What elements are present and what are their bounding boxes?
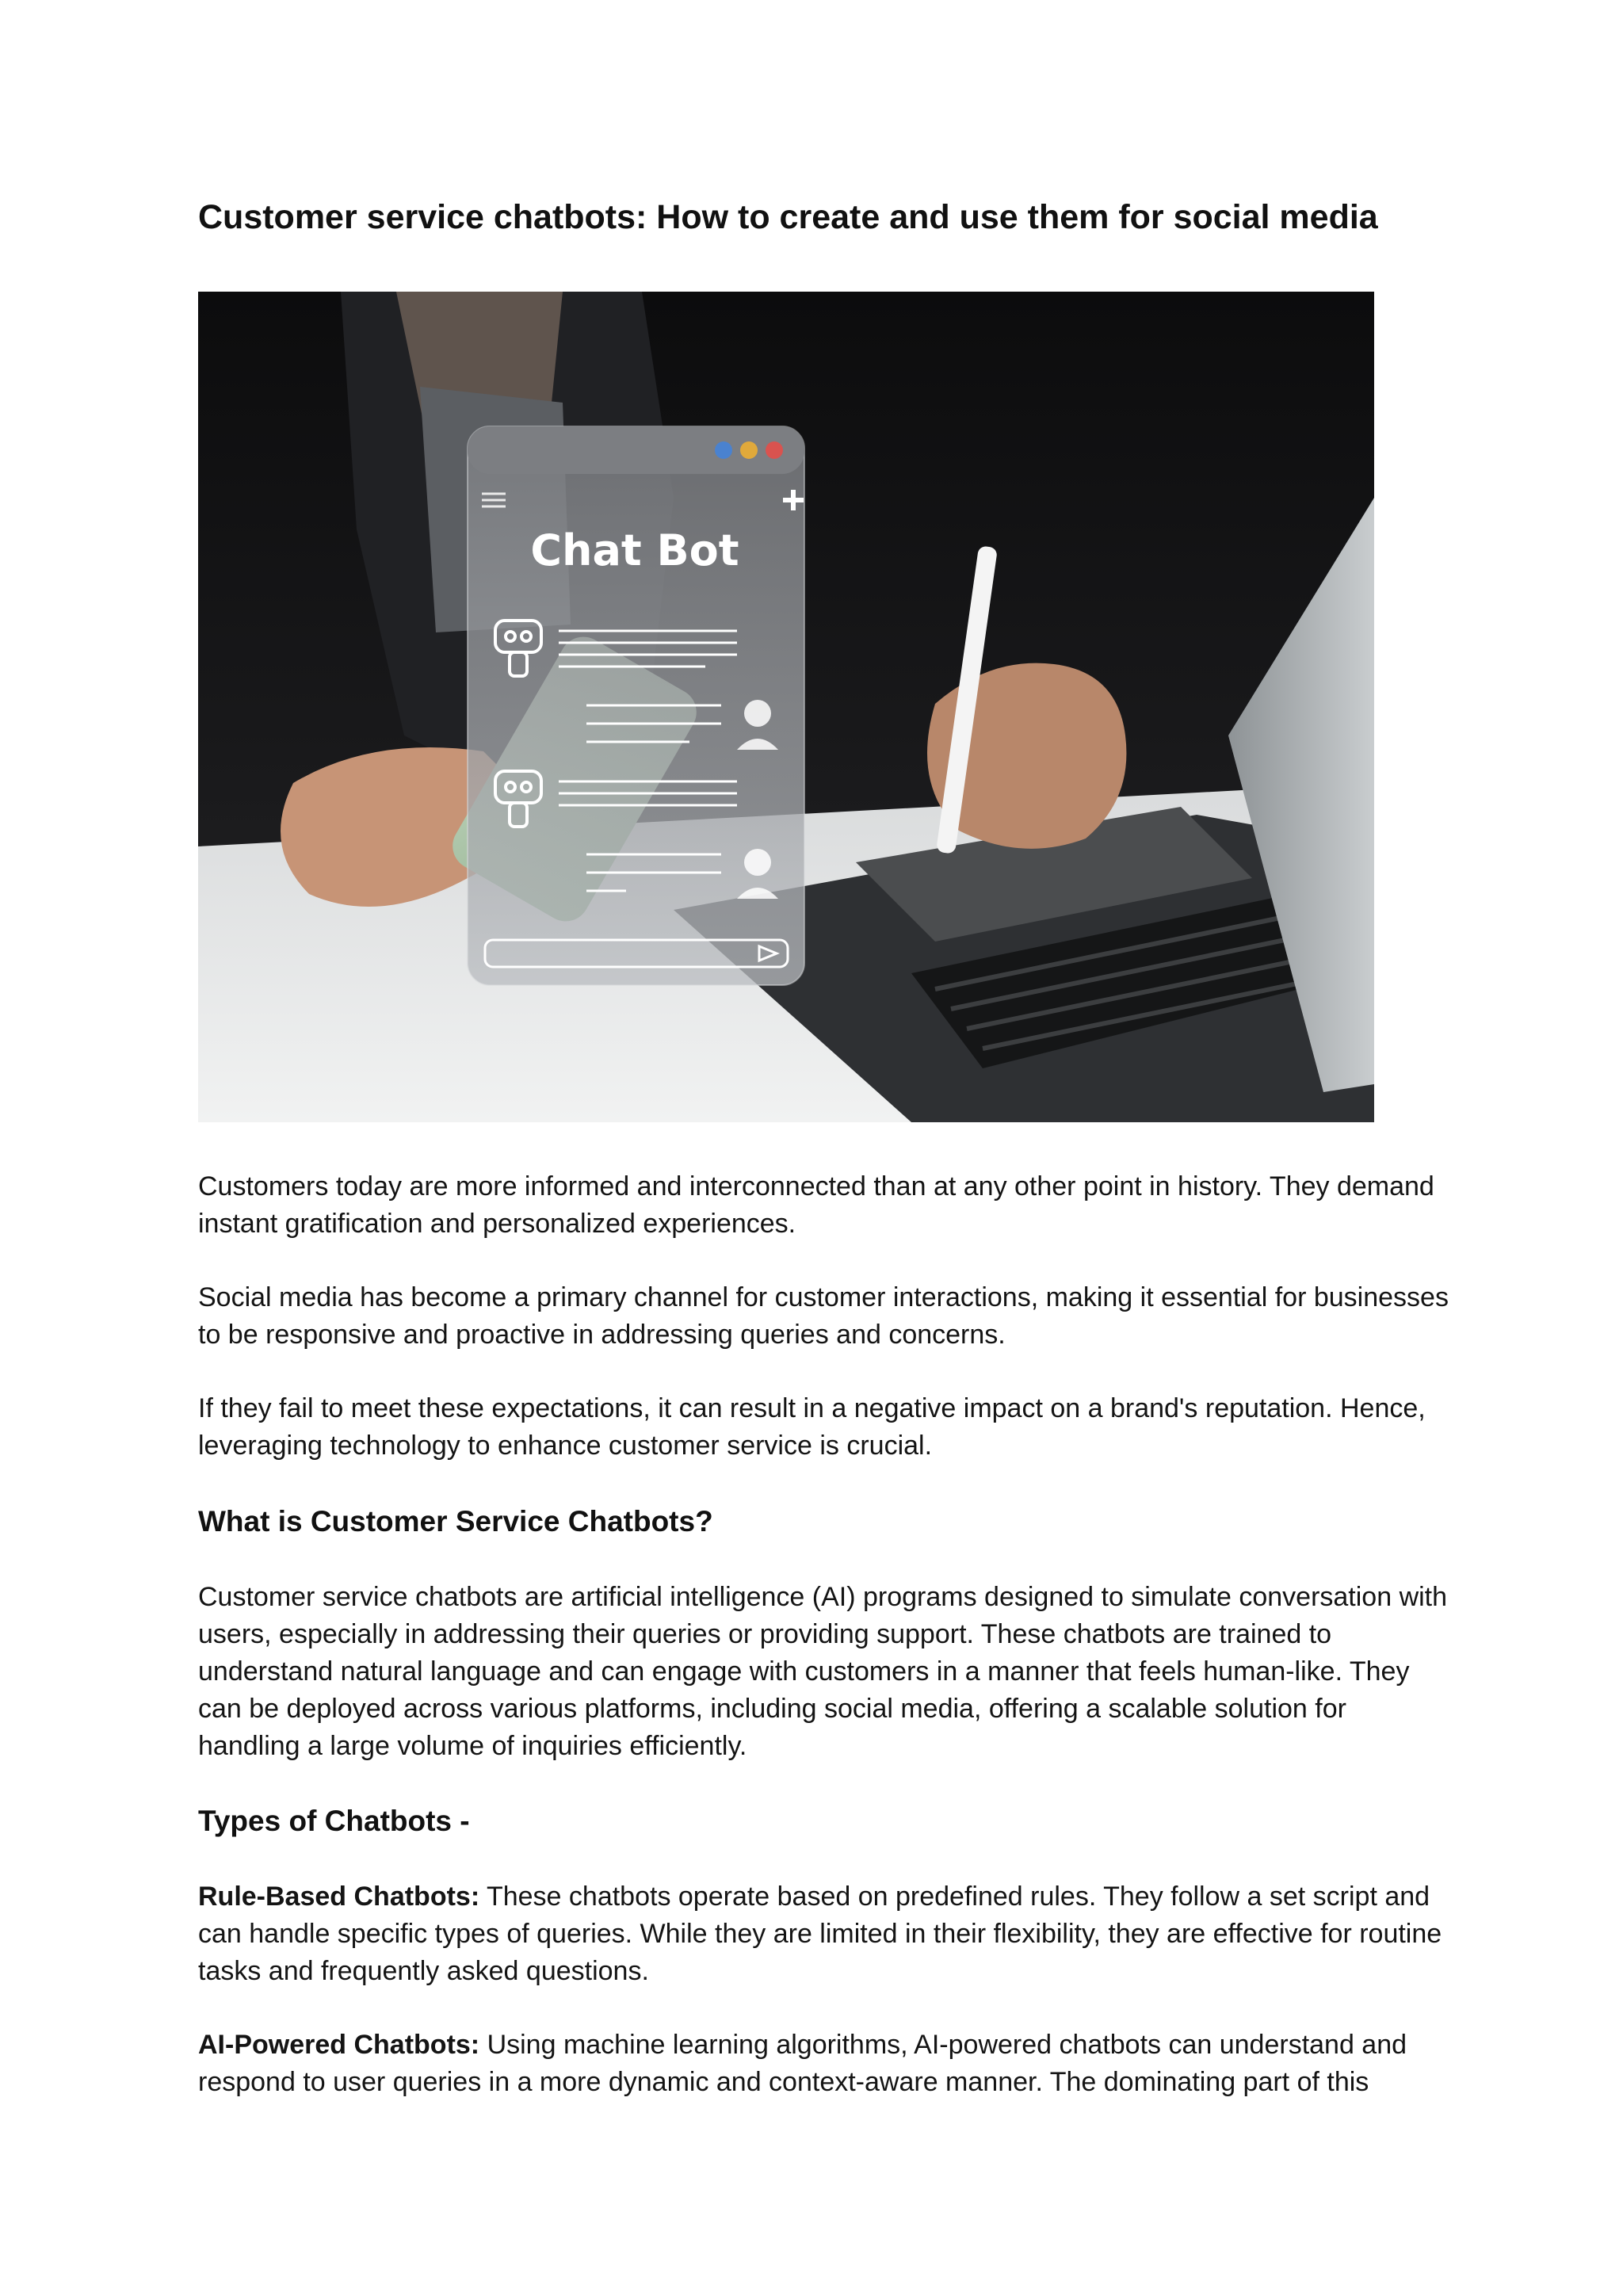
section-heading-what-is: What is Customer Service Chatbots? (198, 1505, 713, 1538)
section-heading-types: Types of Chatbots - (198, 1805, 470, 1837)
article-title: Customer service chatbots: How to create and use them for social media (198, 198, 1378, 236)
type-desc-rule-based: These chatbots operate based on predefined rules. They follow a set script and can handle specific types of queries. While they are limited in their flexibility, they are effective for routine tasks and frequently asked questions. (198, 1881, 1442, 1986)
intro-paragraph-3: If they fail to meet these expectations, it can result in a negative impact on a brand's reputation. Hence, leveraging technology to enhance customer service is crucial. (198, 1393, 1426, 1461)
hero-image (198, 292, 1374, 1122)
chatbot-label: Chat Bot (530, 525, 739, 575)
section-paragraph-what-is: Customer service chatbots are artificial intelligence (AI) programs designed to simulate conversation with users, especially in addressing their queries or providing support. These chatbots are trained to understand natural language and can engage with customers in a manner that feels human-like. They can be deployed across various platforms, including social media, offering a scalable solution for handling a large volume of inquiries efficiently. (198, 1582, 1448, 1761)
type-term-ai-powered: AI-Powered Chatbots: (198, 2030, 480, 2060)
chatbot-panel (468, 426, 804, 985)
type-item-rule-based (198, 1878, 1450, 1990)
type-desc-ai-powered: Using machine learning algorithms, AI-powered chatbots can understand and respond to user queries in a more dynamic and context-aware manner. The dominating part of this (198, 2030, 1407, 2097)
window-dot-yellow (740, 441, 758, 459)
window-dot-blue (715, 441, 732, 459)
intro-paragraph-2: Social media has become a primary channel for customer interactions, making it essential for businesses to be responsive and proactive in addressing queries and concerns. (198, 1282, 1449, 1350)
intro-paragraph-1: Customers today are more informed and interconnected than at any other point in history. They demand instant gratification and personalized experiences. (198, 1171, 1434, 1239)
type-item-ai-powered (198, 2027, 1450, 2101)
type-term-rule-based: Rule-Based Chatbots: (198, 1881, 480, 1912)
window-dot-red (766, 441, 783, 459)
